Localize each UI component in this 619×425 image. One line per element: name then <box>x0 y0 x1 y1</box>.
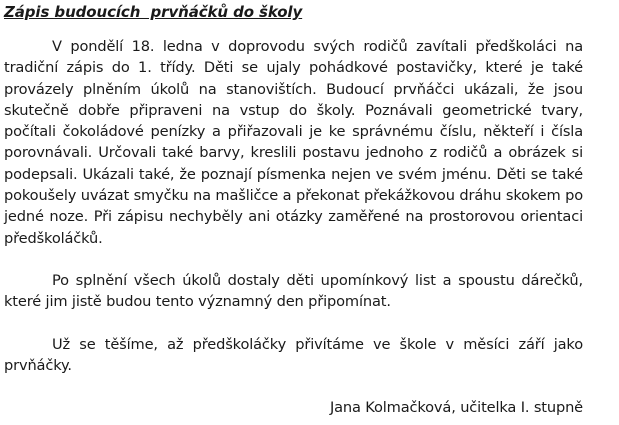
article-title: Zápis budoucích prvňáčků do školy <box>4 3 303 21</box>
paragraph-gifts: Po splnění všech úkolů dostaly děti upomínkový list a spoustu dárečků, které jim jistě budou tento významný den připomínat. <box>4 271 583 311</box>
author-signature: Jana Kolmačková, učitelka I. stupně <box>329 399 583 417</box>
paragraph-enrollment-day: V pondělí 18. ledna v doprovodu svých rodičů zavítali předškoláci na tradiční zápis do 1. třídy. Děti se ujaly pohádkové postavičky, které je také provázely plněním úkolů na stanovištích. Budoucí prvňáčci ukázali, že jsou skutečně dobře připraveni na vstup do školy. Poznávali geometrické tvary, počítali čokoládové penízky a přiřazovali je ke správnému číslu, někteří i čísla porovnávali. Určovali také barvy, kreslili postavu jednoho z rodičů a obrázek si podepsali. Ukázali také, že poznají písmenka nejen ve svém jménu. Děti se také pokoušely uvázat smyčku na mašličce a překonat překážkovou dráhu skokem po jedné noze. Při zápisu nechyběly ani otázky zaměřené na prostorovou orientaci předškoláčků. <box>4 38 583 247</box>
paragraph-looking-forward: Už se těšíme, až předškoláčky přivítáme ve škole v měsíci září jako prvňáčky. <box>4 335 583 374</box>
